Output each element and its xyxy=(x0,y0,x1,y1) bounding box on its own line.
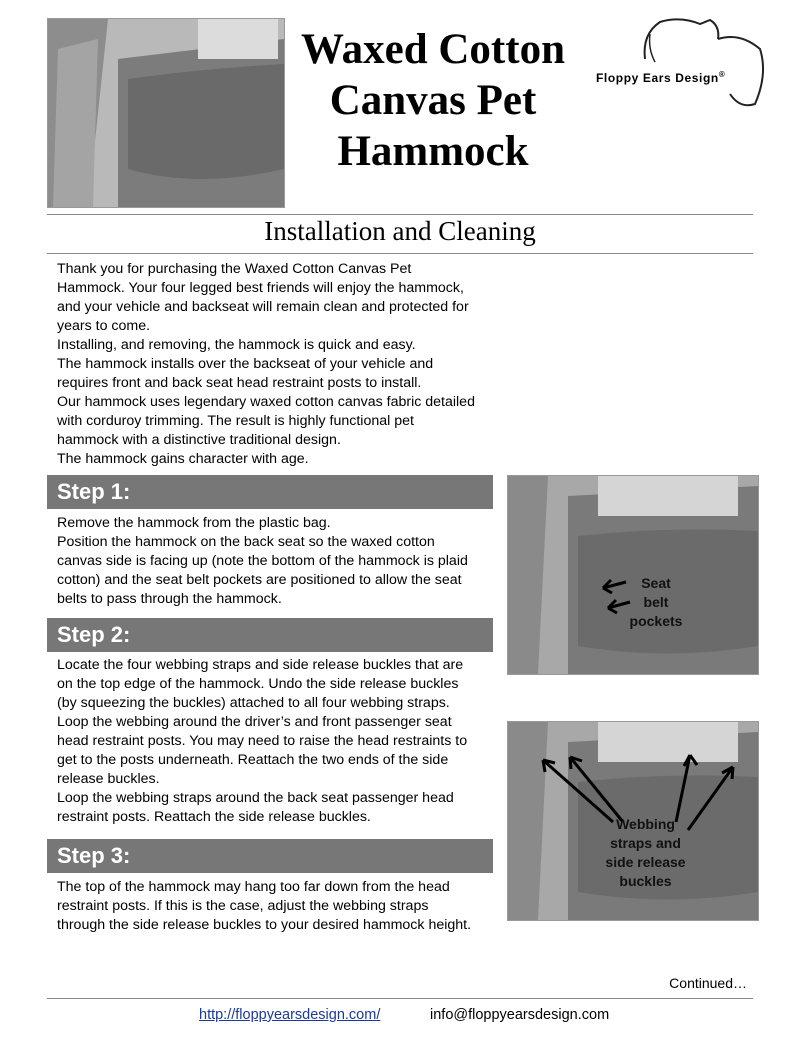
intro-line: The hammock installs over the backseat of your vehicle and xyxy=(57,356,434,372)
intro-line: Our hammock uses legendary waxed cotton canvas fabric detailed xyxy=(57,394,475,410)
seat-belt-pockets-photo xyxy=(507,475,759,675)
section-subtitle: Installation and Cleaning xyxy=(264,216,536,246)
step-line: Locate the four webbing straps and side release buckles that are xyxy=(57,657,464,673)
step-line: cotton) and the seat belt pockets are positioned to allow the seat xyxy=(57,572,462,588)
pockets-callout xyxy=(626,574,686,631)
step-3-text xyxy=(57,878,497,935)
website-link[interactable]: http://floppyearsdesign.com/ xyxy=(199,1007,381,1023)
continued-note: Continued… xyxy=(669,975,747,991)
intro-line: years to come. xyxy=(57,318,151,334)
straps-callout xyxy=(603,815,688,891)
step-line: release buckles. xyxy=(57,771,160,787)
callout-line: side release xyxy=(605,854,686,870)
callout-line: Webbing xyxy=(616,816,675,832)
contact-email: info@floppyearsdesign.com xyxy=(430,1007,610,1023)
step-line: Position the hammock on the back seat so the waxed cotton xyxy=(57,534,435,550)
top-divider xyxy=(47,214,753,215)
callout-line: Seat xyxy=(641,575,671,591)
callout-line: belt xyxy=(643,594,669,610)
callout-line: straps and xyxy=(610,835,681,851)
callout-line: buckles xyxy=(619,873,672,889)
step-2-text xyxy=(57,656,497,827)
intro-line: with corduroy trimming. The result is highly functional pet xyxy=(57,413,414,429)
step-2-heading: Step 2: xyxy=(47,618,493,652)
intro-line: Hammock. Your four legged best friends will enjoy the hammock, xyxy=(57,280,464,296)
footer-divider xyxy=(47,998,753,999)
step-line: (by squeezing the buckles) attached to all four webbing straps. xyxy=(57,695,450,711)
step-line: The top of the hammock may hang too far down from the head xyxy=(57,879,450,895)
page-title xyxy=(288,24,578,177)
title-line-1: Waxed Cotton xyxy=(301,26,565,73)
webbing-straps-photo xyxy=(507,721,759,921)
callout-line: pockets xyxy=(629,613,683,629)
intro-line: and your vehicle and backseat will remain clean and protected for xyxy=(57,299,469,315)
step-1-heading: Step 1: xyxy=(47,475,493,509)
intro-line: Installing, and removing, the hammock is quick and easy. xyxy=(57,337,416,353)
intro-line: Thank you for purchasing the Waxed Cotton Canvas Pet xyxy=(57,261,412,277)
title-line-2: Canvas Pet xyxy=(329,77,537,124)
intro-line: hammock with a distinctive traditional design. xyxy=(57,432,341,448)
step-3-heading: Step 3: xyxy=(47,839,493,873)
intro-text xyxy=(57,260,497,469)
subtitle-divider xyxy=(47,253,753,254)
step-line: Remove the hammock from the plastic bag. xyxy=(57,515,331,531)
step-line: head restraint posts. You may need to raise the head restraints to xyxy=(57,733,468,749)
step-line: through the side release buckles to your desired hammock height. xyxy=(57,917,472,933)
step-line: canvas side is facing up (note the bottom of the hammock is plaid xyxy=(57,553,468,569)
logo-text: Floppy Ears Design xyxy=(596,71,719,85)
floppy-ears-logo-icon xyxy=(590,14,780,114)
step-line: on the top edge of the hammock. Undo the side release buckles xyxy=(57,676,459,692)
step-1-text xyxy=(57,514,497,609)
step-line: Loop the webbing around the driver’s and front passenger seat xyxy=(57,714,452,730)
step-line: restraint posts. If this is the case, adjust the webbing straps xyxy=(57,898,429,914)
logo-registered-mark: ® xyxy=(718,70,726,79)
hero-photo xyxy=(47,18,285,208)
step-line: Loop the webbing straps around the back seat passenger head xyxy=(57,790,454,806)
step-line: belts to pass through the hammock. xyxy=(57,591,282,607)
title-line-3: Hammock xyxy=(337,128,529,175)
intro-line: The hammock gains character with age. xyxy=(57,451,309,467)
step-line: restraint posts. Reattach the side release buckles. xyxy=(57,809,371,825)
intro-line: requires front and back seat head restraint posts to install. xyxy=(57,375,422,391)
step-line: get to the posts underneath. Reattach the two ends of the side xyxy=(57,752,449,768)
brand-logo xyxy=(590,14,780,114)
